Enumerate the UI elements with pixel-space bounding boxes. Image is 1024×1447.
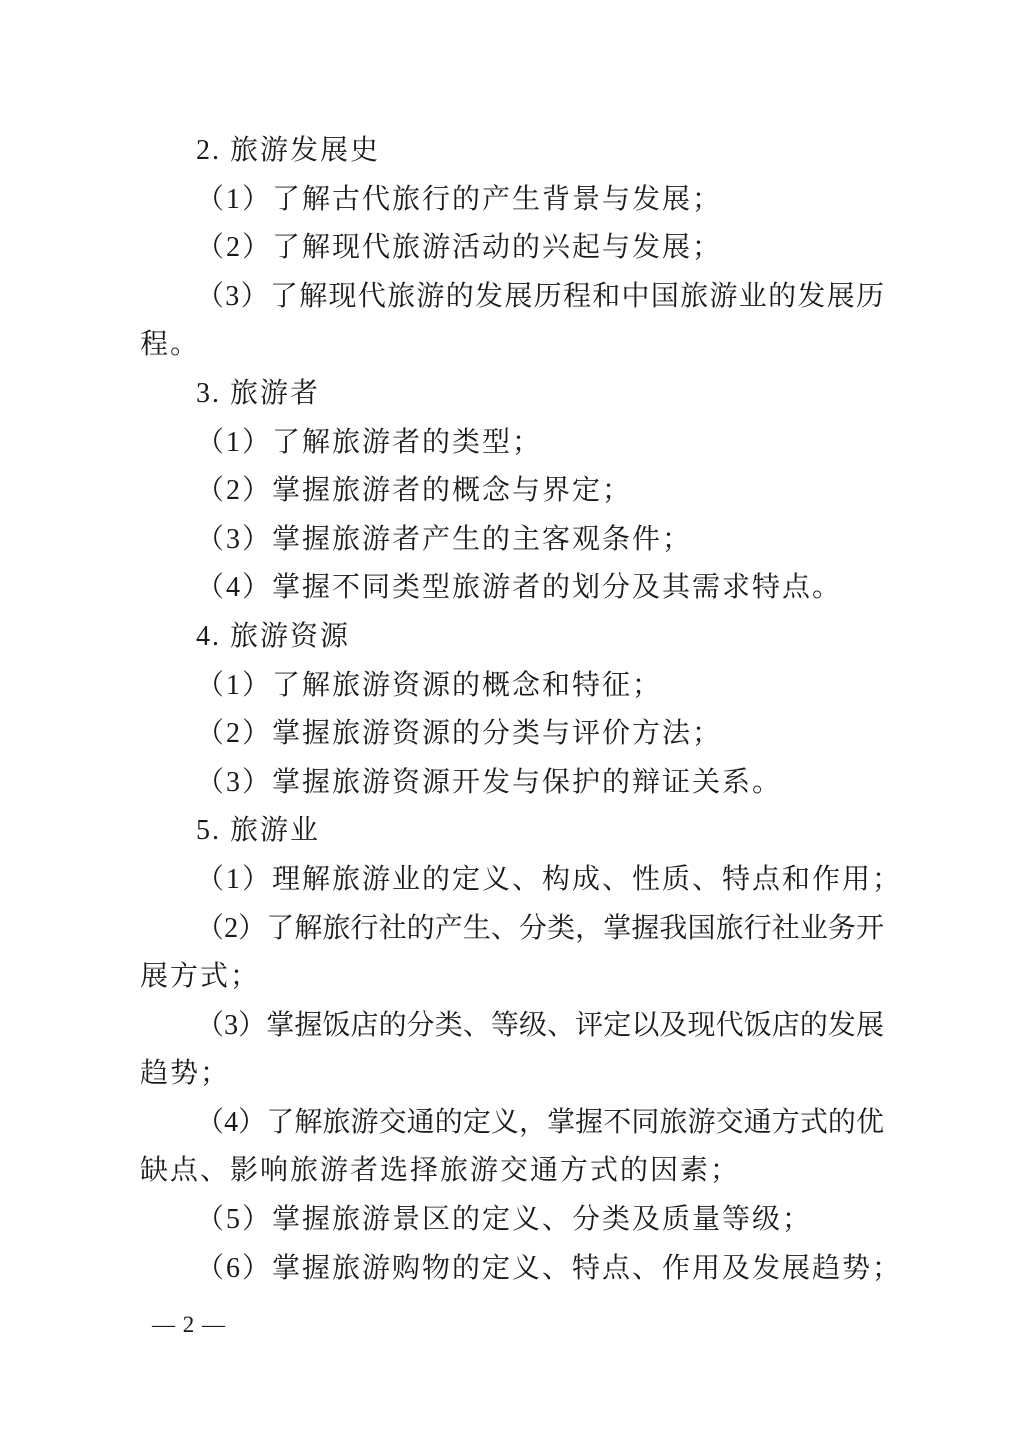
document-body bbox=[140, 127, 903, 1293]
text-line: 4. 旅游资源 bbox=[196, 620, 351, 652]
text-line: （6）掌握旅游购物的定义、特点、作用及发展趋势； bbox=[196, 1252, 903, 1284]
text-line: 2. 旅游发展史 bbox=[196, 135, 381, 166]
text-line: （4）掌握不同类型旅游者的划分及其需求特点。 bbox=[196, 572, 843, 604]
text-line: 趋势； bbox=[140, 1058, 231, 1090]
page-number: — 2 — bbox=[152, 1312, 226, 1337]
text-line: 程。 bbox=[140, 329, 201, 361]
text-line: （4）了解旅游交通的定义，掌握不同旅游交通方式的优 bbox=[196, 1106, 884, 1138]
text-line: （3）掌握旅游资源开发与保护的辩证关系。 bbox=[196, 766, 783, 798]
page-footer bbox=[152, 1310, 226, 1340]
text-line: （5）掌握旅游景区的定义、分类及质量等级； bbox=[196, 1204, 813, 1236]
text-line: 3. 旅游者 bbox=[196, 377, 321, 409]
text-line: （2）掌握旅游者的概念与界定； bbox=[196, 475, 633, 507]
text-line: （2）了解旅行社的产生、分类，掌握我国旅行社业务开 bbox=[196, 912, 884, 944]
text-line: （3）了解现代旅游的发展历程和中国旅游业的发展历 bbox=[196, 280, 884, 312]
text-line: 缺点、影响旅游者选择旅游交通方式的因素； bbox=[140, 1155, 741, 1187]
text-line: （2）掌握旅游资源的分类与评价方法； bbox=[196, 718, 723, 750]
text-line: （3）掌握旅游者产生的主客观条件； bbox=[196, 523, 693, 555]
text-line: （2）了解现代旅游活动的兴起与发展； bbox=[196, 232, 723, 264]
text-line: 展方式； bbox=[140, 961, 261, 993]
text-line: （1）了解旅游资源的概念和特征； bbox=[196, 669, 663, 701]
text-line: （1）了解古代旅行的产生背景与发展； bbox=[196, 183, 723, 215]
text-line: （1）理解旅游业的定义、构成、性质、特点和作用； bbox=[196, 863, 903, 895]
text-line: 5. 旅游业 bbox=[196, 815, 321, 847]
text-line: （3）掌握饭店的分类、等级、评定以及现代饭店的发展 bbox=[196, 1009, 884, 1041]
text-line: （1）了解旅游者的类型； bbox=[196, 426, 543, 458]
